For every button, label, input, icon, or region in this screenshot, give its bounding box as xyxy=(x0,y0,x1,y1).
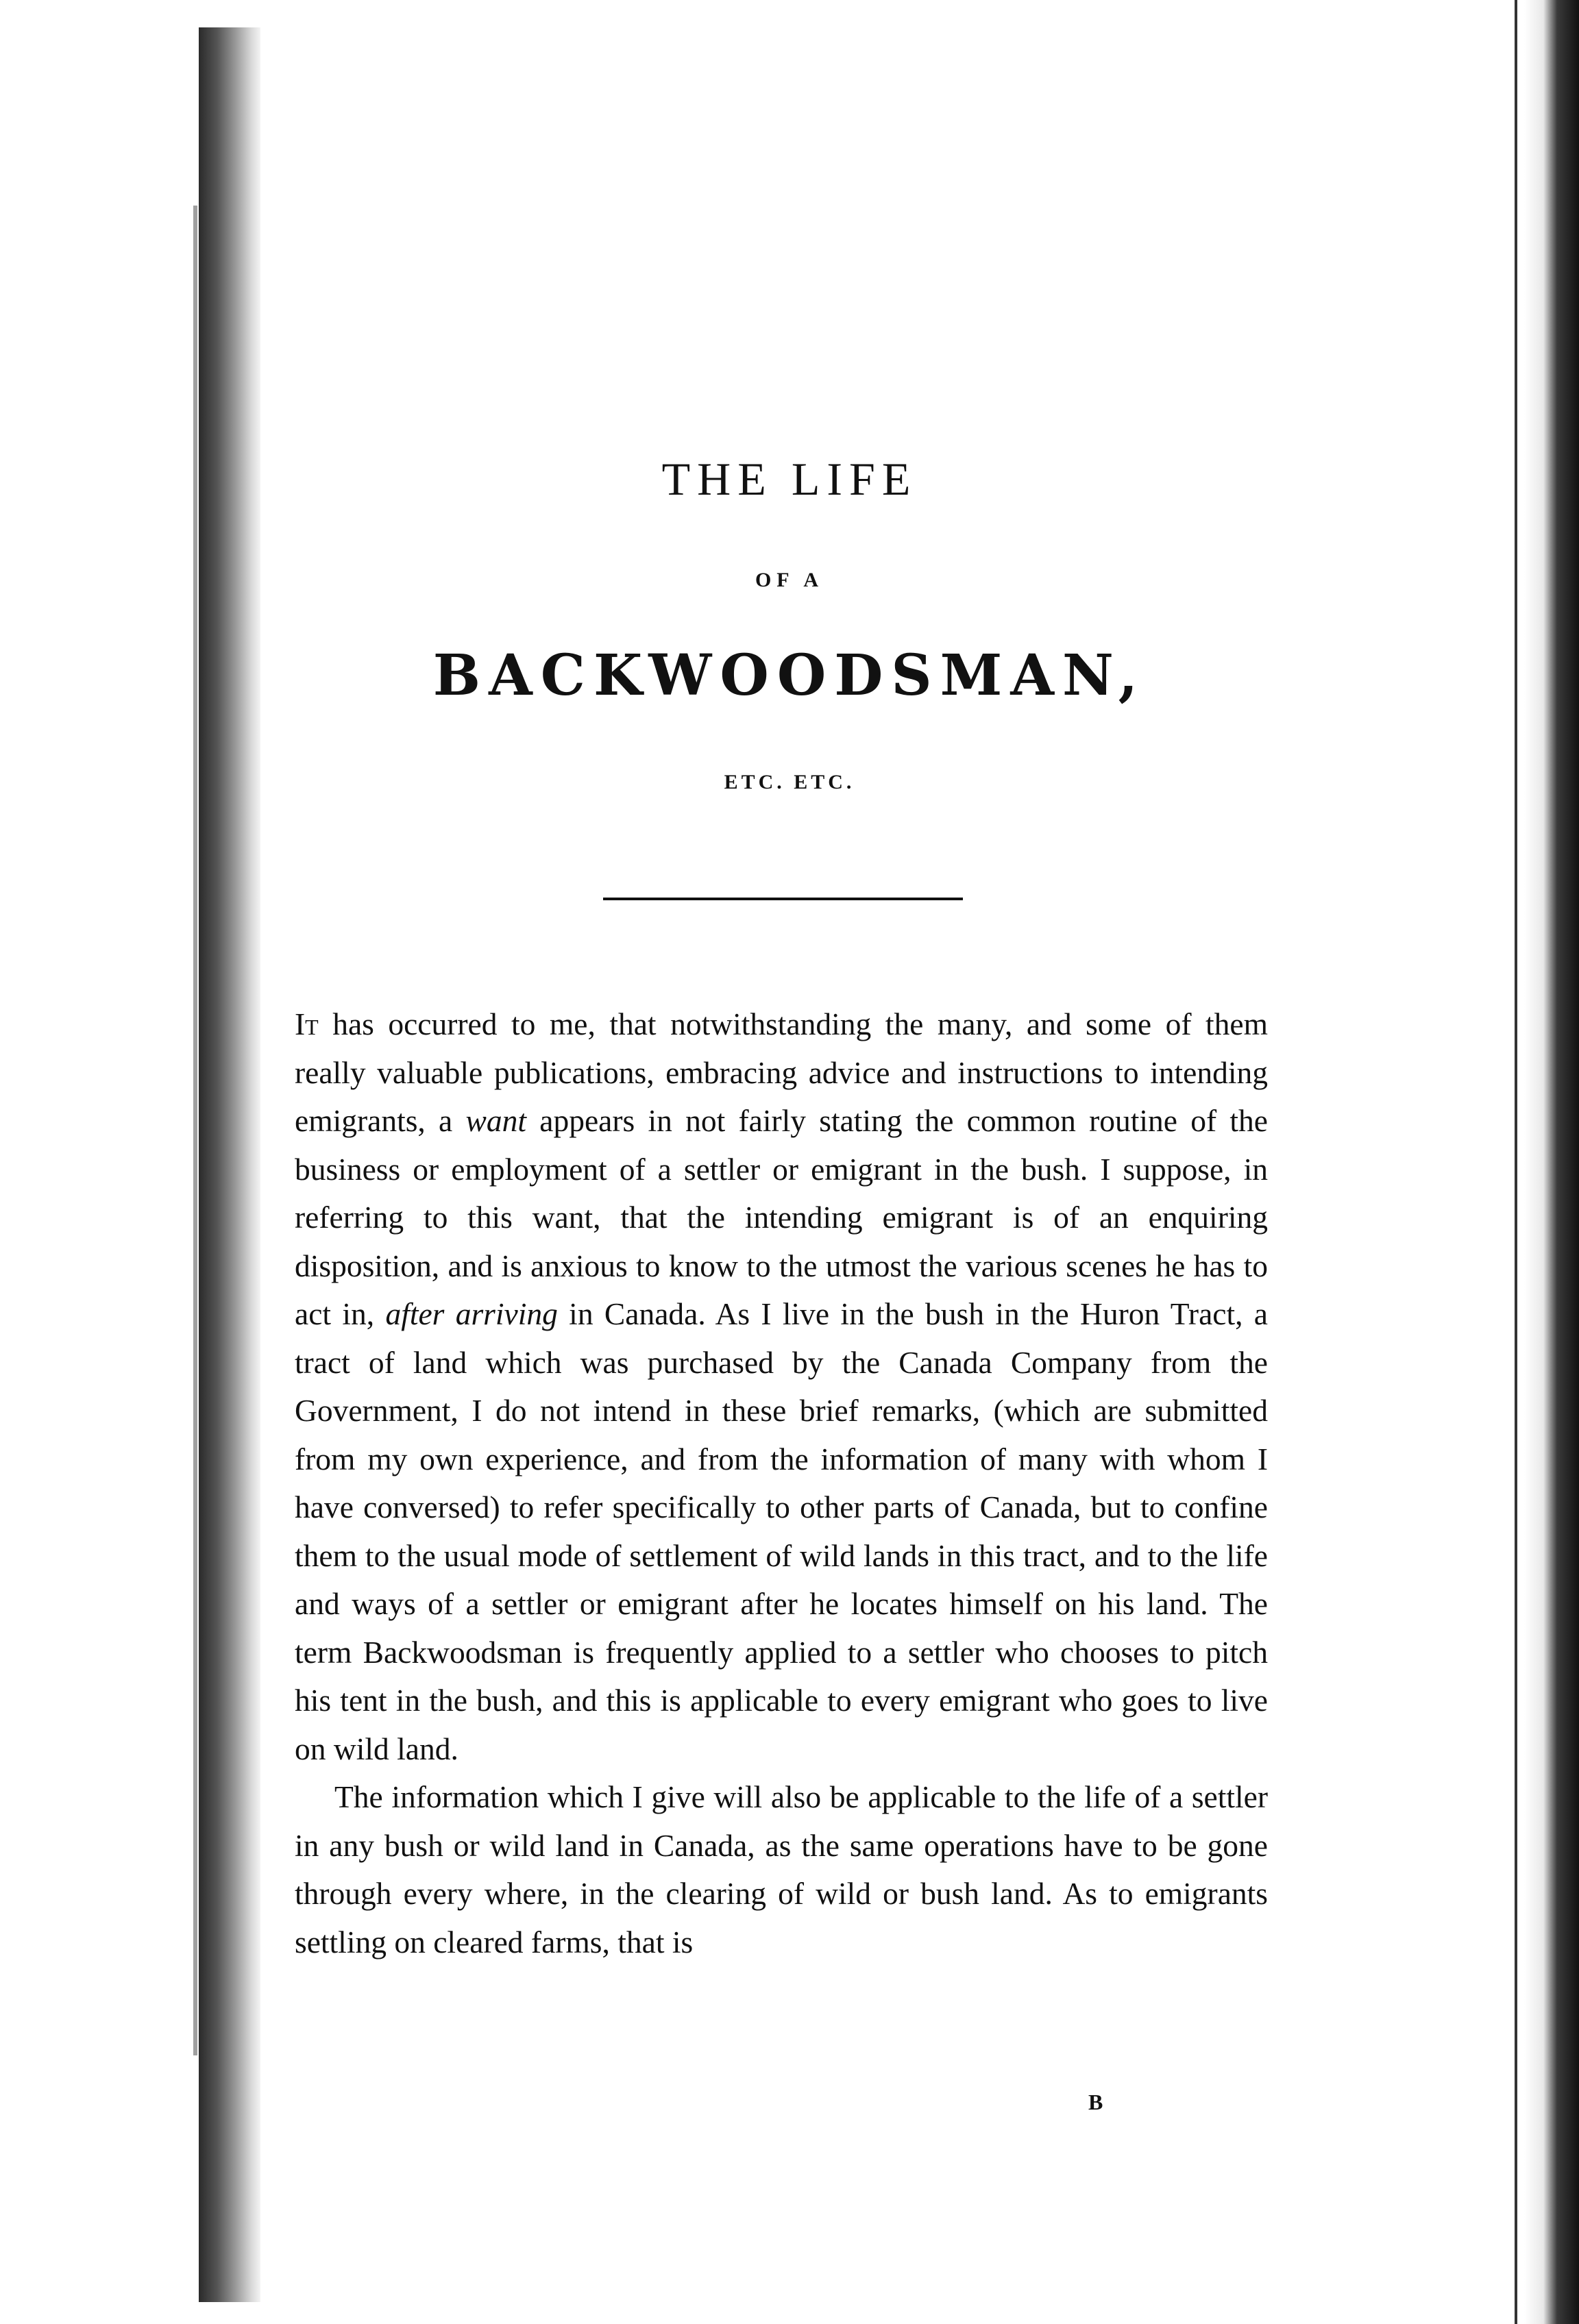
book-right-edge xyxy=(1524,0,1579,2324)
paragraph-1-part-b: appears in not fairly stating the common routine of the business or employment of a settler or emigrant in the bush. I suppose, in referring to this want, that the intending emigrant is of an enquiring disposition, and is anxious to know to the utmost the various scenes he has to act in, xyxy=(295,1103,1268,1331)
paragraph-1-part-c: in Canada. As I live in the bush in the Huron Tract, a tract of land which was purchased by the Canada Company from the Government, I do not intend in these brief remarks, (which are submitted from my own experience, and from the information of many with whom I have conversed) to refer specifically to other parts of Canada, but to confine them to the usual mode of settlement of wild lands in this tract, and to the life and ways of a settler or emigrant after he locates himself on his land. The term Backwoodsman is frequently applied to a settler who chooses to pitch his tent in the bush, and this is applicable to every emigrant who goes to live on wild land. xyxy=(295,1296,1268,1766)
title-etc: ETC. ETC. xyxy=(724,771,855,793)
emphasis-after-arriving: after arriving xyxy=(385,1296,558,1331)
page-edge-line xyxy=(1515,0,1517,2324)
paragraph-2: The information which I give will also be applicable to the life of a settler in any bush or wild land in Canada, as the same operations have to be gone through every where, in the clearing of wild or bush land. As to emigrants settling on cleared farms, that is xyxy=(295,1779,1268,1960)
paragraph-1 xyxy=(295,1000,1268,1773)
book-binding-gutter xyxy=(199,27,260,2302)
title-of-a: OF A xyxy=(755,569,824,591)
title-rule xyxy=(603,898,963,900)
drop-word: It xyxy=(295,1006,319,1041)
body-text xyxy=(295,1000,1268,1966)
paragraph-1-part-a: has occurred to me, that notwithstanding the many, and some of them really valuable publications, embracing advice and instructions to intending emigrants, a xyxy=(295,1006,1268,1138)
emphasis-want: want xyxy=(465,1103,526,1138)
title-backwoodsman: BACKWOODSMAN, xyxy=(432,643,1147,708)
title-the-life: THE LIFE xyxy=(661,453,918,505)
page-margin-left xyxy=(0,0,199,2324)
signature-mark: B xyxy=(1088,2090,1103,2114)
